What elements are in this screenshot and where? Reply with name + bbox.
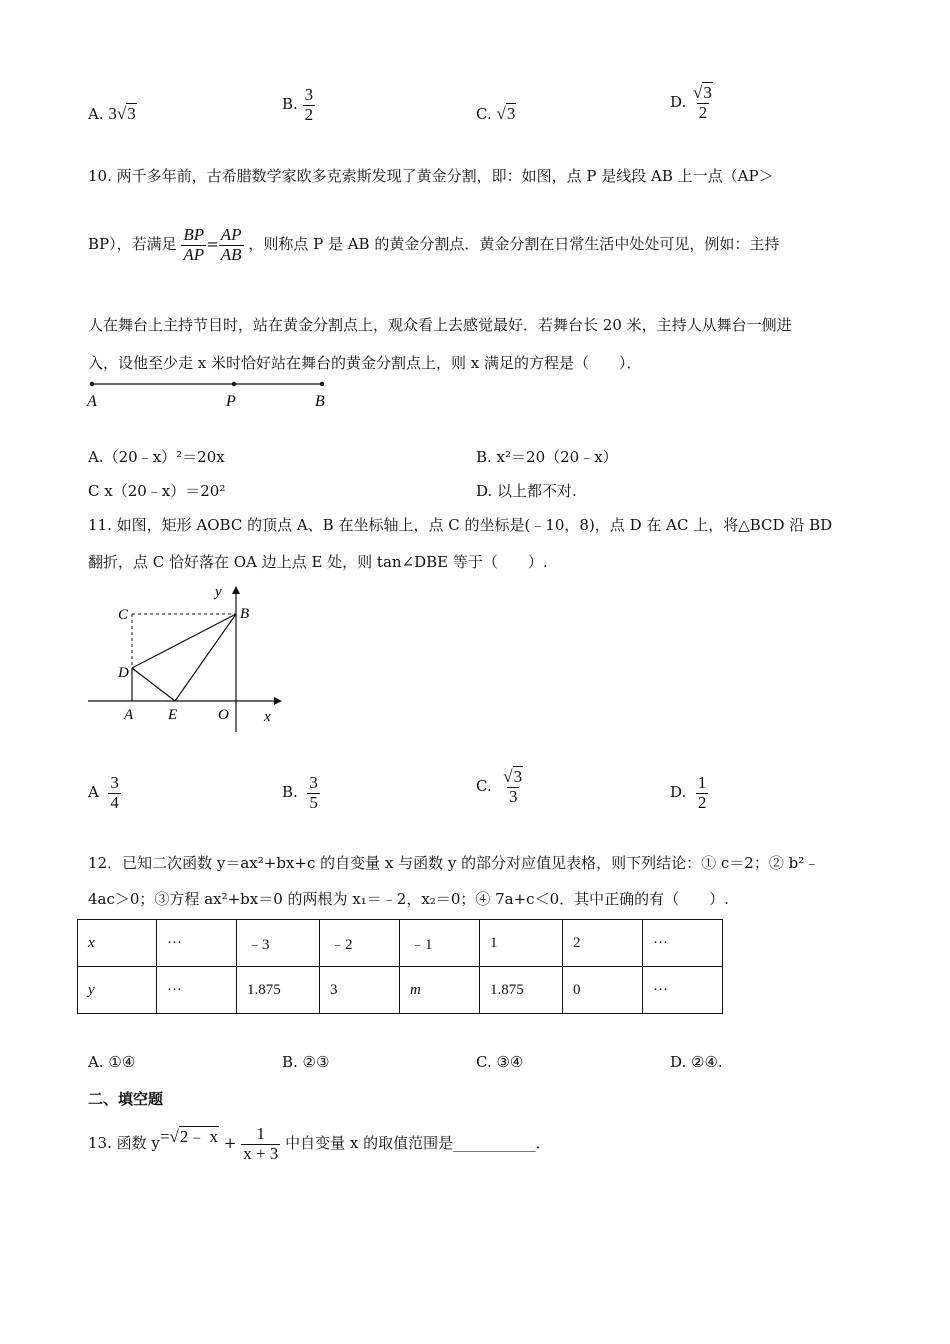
table-cell: ··· <box>157 967 237 1014</box>
q9-option-d: D. $\frac{√3}{2}$ <box>670 83 712 122</box>
label-b: B <box>240 606 250 622</box>
q12-option-b: B. ②③ <box>282 1053 330 1071</box>
label-p: P <box>226 393 236 410</box>
q11-option-a: A $\frac{3}{4}$ <box>88 773 119 812</box>
q12-line-2: 4ac＞0；③方程 ax²+bx＝0 的两根为 x₁＝﹣2，x₂＝0；④ 7a+c＜0．其中正确的有（ ）. <box>88 890 729 908</box>
q9-option-b: B. $\frac{3}{2}$ <box>282 85 314 124</box>
label-c: C <box>118 607 129 623</box>
table-cell: ··· <box>157 920 237 967</box>
label-o: O <box>218 707 229 723</box>
label-x: x <box>264 709 271 725</box>
table-cell: ··· <box>643 967 723 1014</box>
table-cell: 1 <box>480 920 563 967</box>
label-y: y <box>215 584 222 600</box>
table-cell: 0 <box>563 967 643 1014</box>
table-cell: ﹣1 <box>400 920 480 967</box>
q9-option-c: C. √3 <box>476 104 516 123</box>
segment-eb <box>175 614 236 701</box>
table-cell: 1.875 <box>480 967 563 1014</box>
q12-line-1: 12．已知二次函数 y＝ax²+bx+c 的自变量 x 与函数 y 的部分对应值见表格，则下列结论：① c＝2；② b²﹣ <box>88 854 820 872</box>
table-cell: ﹣2 <box>320 920 400 967</box>
table-cell: ··· <box>643 920 723 967</box>
q10-line-1: 10. 两千多年前，古希腊数学家欧多克索斯发现了黄金分割，即：如图，点 P 是线段 AB 上一点（AP＞ <box>88 167 774 185</box>
q9-option-a: A. 3√3 <box>88 104 136 123</box>
label-a: A <box>87 393 97 410</box>
table-row <box>78 967 723 1014</box>
x-axis-arrow <box>274 697 282 705</box>
segment-ab-figure <box>84 375 344 415</box>
table-cell: ﹣3 <box>237 920 320 967</box>
q11-line-1: 11. 如图，矩形 AOBC 的顶点 A、B 在坐标轴上，点 C 的坐标是(﹣10，8)，点 D 在 AC 上，将△BCD 沿 BD <box>88 516 833 534</box>
point-a-dot <box>90 382 94 386</box>
q10-line-3: 人在舞台上主持节目时，站在黄金分割点上，观众看上去感觉最好．若舞台长 20 米，主持人从舞台一侧进 <box>88 316 792 334</box>
table-cell: x <box>78 920 157 967</box>
label-a: A <box>124 707 134 723</box>
q11-line-2: 翻折，点 C 恰好落在 OA 边上点 E 处，则 tan∠DBE 等于（ ）. <box>88 553 548 571</box>
q10-option-d: D. 以上都不对. <box>476 482 577 500</box>
q11-option-d: D. $\frac{1}{2}$ <box>670 773 707 812</box>
y-axis-arrow <box>232 586 240 594</box>
q11-option-c: C. $\frac{√3}{3}$ <box>476 767 523 806</box>
segment-db <box>132 614 236 668</box>
q13-line: 13. 函数 y=√2﹣ x + $\frac{1}{x + 3}$ 中自变量 x 的取值范围是___________． <box>88 1123 551 1163</box>
q10-option-c: C x（20﹣x）＝20² <box>88 482 226 500</box>
rectangle-fold-figure <box>84 580 294 740</box>
q12-option-d: D. ②④. <box>670 1053 723 1071</box>
table-row <box>78 920 723 967</box>
q10-line-2: BP），若满足 $\frac{BP}{AP}$ = $\frac{AP}{AB}$ ，则称点 P 是 AB 的黄金分割点．黄金分割在日常生活中处处可见，例如：主持 <box>88 225 780 264</box>
q10-line-4: 入，设他至少走 x 米时恰好站在舞台的黄金分割点上，则 x 满足的方程是（ ）． <box>88 354 642 372</box>
q10-option-b: B. x²＝20（20﹣x） <box>476 448 618 466</box>
table-cell: y <box>78 967 157 1014</box>
q12-option-c: C. ③④ <box>476 1053 524 1071</box>
label-d: D <box>118 665 129 681</box>
point-p-dot <box>232 382 236 386</box>
label-b: B <box>315 393 325 410</box>
value-table <box>77 919 723 1014</box>
segment-de <box>132 668 175 701</box>
table-cell: 1.875 <box>237 967 320 1014</box>
q11-option-b: B. $\frac{3}{5}$ <box>282 773 318 812</box>
table-cell: 2 <box>563 920 643 967</box>
point-b-dot <box>320 382 324 386</box>
table-cell: 3 <box>320 967 400 1014</box>
label-e: E <box>168 707 178 723</box>
q10-option-a: A.（20﹣x）²＝20x <box>88 448 225 466</box>
q12-option-a: A. ①④ <box>88 1053 136 1071</box>
table-cell: m <box>400 967 480 1014</box>
section-heading: 二、填空题 <box>88 1090 164 1108</box>
